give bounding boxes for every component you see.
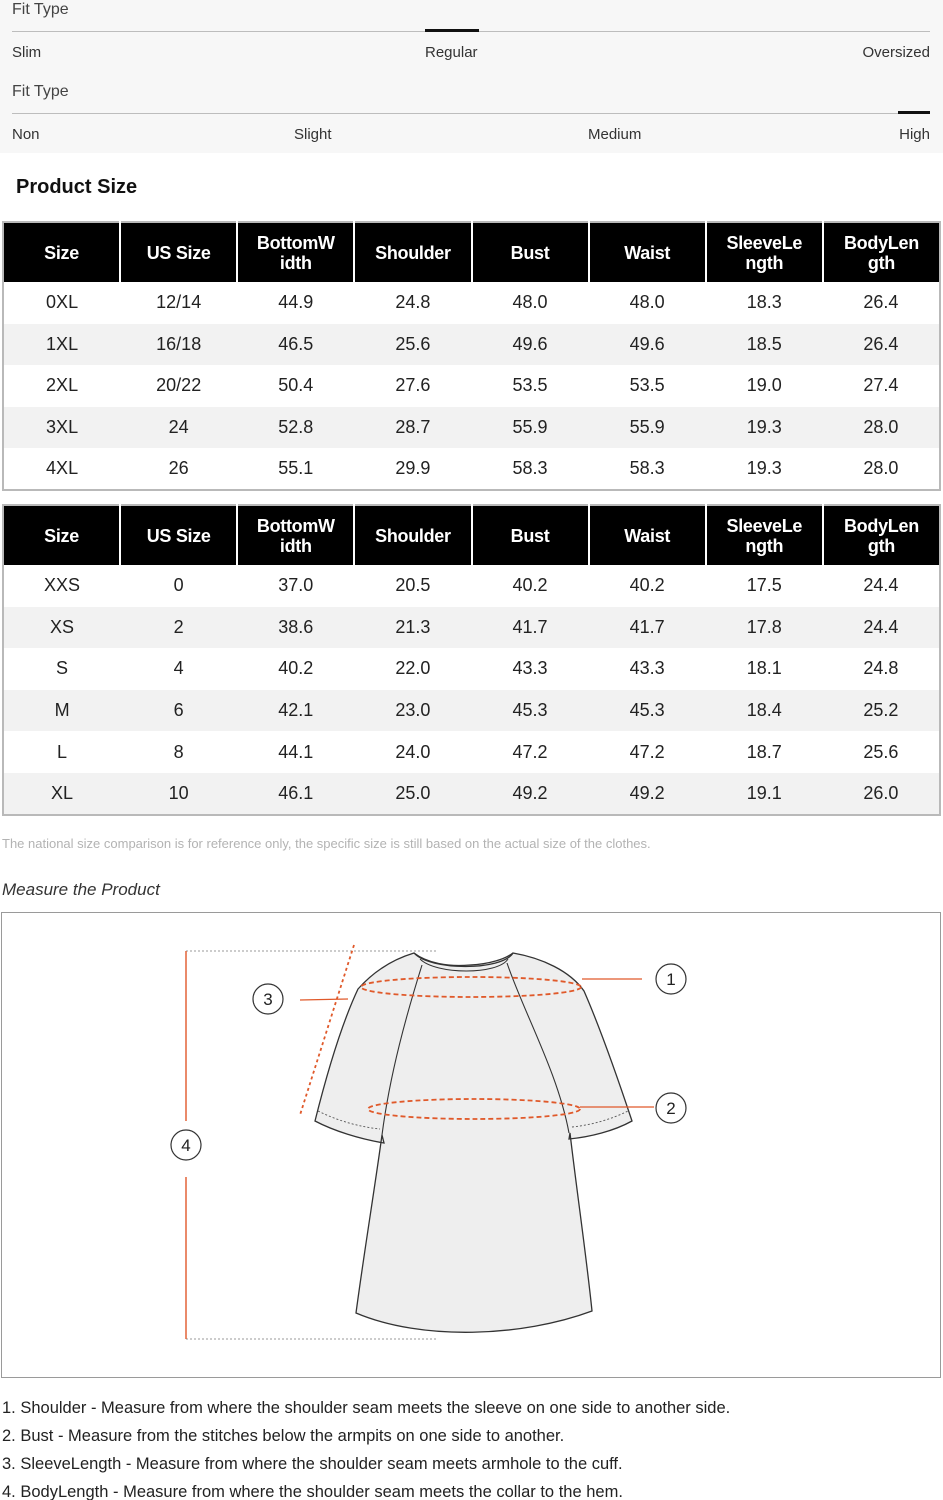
header-shoulder: Shoulder [354,222,471,282]
table-cell: 52.8 [237,407,354,449]
table-cell: 16/18 [120,324,237,366]
table-cell: 49.2 [472,773,589,815]
table-row [3,448,940,490]
table-cell: 23.0 [354,690,471,732]
fit-scale-marker-regular [425,29,479,32]
header-size: Size [3,505,120,565]
callout-2-label: 2 [666,1099,676,1118]
header-part: BodyLen [843,515,919,536]
table-cell: 19.0 [706,365,823,407]
table-cell: XS [3,607,120,649]
callout-3 [253,984,283,1014]
table-cell: 37.0 [237,565,354,607]
table-cell: 0 [120,565,237,607]
callout-1 [656,964,686,994]
stretch-label-high: High [899,126,930,143]
table-cell: 18.5 [706,324,823,366]
table-cell: 28.7 [354,407,471,449]
header-part: gth [867,535,895,556]
table-cell: 18.1 [706,648,823,690]
table-row [3,565,940,607]
table-row [3,690,940,732]
table-body [3,565,940,815]
table-cell: 26.4 [823,324,940,366]
header-body-length [823,505,940,565]
table-cell: 41.7 [472,607,589,649]
size-table-regular [2,504,941,816]
header-part: idth [279,252,312,273]
table-cell: 18.4 [706,690,823,732]
header-part: BottomW [256,232,335,253]
header-part: idth [279,535,312,556]
table-cell: 18.3 [706,282,823,324]
measurement-diagram [1,912,941,1378]
header-part: BottomW [256,515,335,536]
table-row [3,773,940,815]
table-cell: 19.3 [706,448,823,490]
table-cell: 1XL [3,324,120,366]
table-cell: 40.2 [472,565,589,607]
header-part: SleeveLe [726,232,803,253]
stretch-scale-title: Fit Type [12,83,69,100]
table-row [3,607,940,649]
table-row [3,648,940,690]
table-cell: 20.5 [354,565,471,607]
table-cell: 29.9 [354,448,471,490]
table-cell: 53.5 [589,365,706,407]
table-cell: 17.8 [706,607,823,649]
table-header-row [3,505,940,565]
instruction-shoulder: 1. Shoulder - Measure from where the shoulder seam meets the sleeve on one side to another side. [2,1399,731,1417]
table-cell: 24.8 [823,648,940,690]
table-cell: 25.6 [823,731,940,773]
table-cell: 58.3 [472,448,589,490]
table-body [3,282,940,490]
table-cell: 8 [120,731,237,773]
table-cell: 24.4 [823,607,940,649]
callout-4 [171,1130,201,1160]
table-cell: 50.4 [237,365,354,407]
header-part: ngth [745,535,784,556]
size-disclaimer-note: The national size comparison is for reference only, the specific size is still based on the actual size of the clothes. [2,836,651,851]
callout-4-label: 4 [181,1136,191,1155]
table-cell: 19.1 [706,773,823,815]
table-cell: 18.7 [706,731,823,773]
measure-title: Measure the Product [2,880,160,899]
table-cell: 47.2 [589,731,706,773]
header-waist: Waist [589,222,706,282]
stretch-scale-track [12,113,930,114]
table-cell: 27.4 [823,365,940,407]
table-cell: 25.0 [354,773,471,815]
table-cell: 24.0 [354,731,471,773]
header-bottom-width [237,222,354,282]
table-cell: 0XL [3,282,120,324]
table-cell: M [3,690,120,732]
header-body-length [823,222,940,282]
header-part: ngth [745,252,784,273]
fit-label-oversized: Oversized [862,44,930,61]
table-cell: 26.4 [823,282,940,324]
table-cell: 4 [120,648,237,690]
table-cell: 28.0 [823,448,940,490]
table-cell: 17.5 [706,565,823,607]
header-sleeve-length [706,222,823,282]
table-cell: 25.6 [354,324,471,366]
instruction-bust: 2. Bust - Measure from the stitches below the armpits on one side to another. [2,1427,565,1445]
table-cell: 44.1 [237,731,354,773]
table-cell: 20/22 [120,365,237,407]
table-cell: S [3,648,120,690]
table-cell: 6 [120,690,237,732]
table-cell: 40.2 [237,648,354,690]
table-cell: 49.2 [589,773,706,815]
header-bottom-width [237,505,354,565]
table-cell: 41.7 [589,607,706,649]
table-cell: 28.0 [823,407,940,449]
stretch-label-non: Non [12,126,40,143]
header-waist: Waist [589,505,706,565]
table-cell: 43.3 [589,648,706,690]
instruction-body-length: 4. BodyLength - Measure from where the shoulder seam meets the collar to the hem. [2,1483,623,1500]
measure-instructions [2,1394,941,1500]
header-us-size: US Size [120,505,237,565]
header-us-size: US Size [120,222,237,282]
callout-3-label: 3 [263,990,273,1009]
header-bust: Bust [472,222,589,282]
callout-2 [656,1093,686,1123]
table-cell: 19.3 [706,407,823,449]
table-cell: 49.6 [589,324,706,366]
product-size-title: Product Size [16,176,138,198]
size-table-plus [2,221,941,491]
callout-1-label: 1 [666,970,676,989]
fit-scale-title: Fit Type [12,1,69,18]
table-cell: 46.1 [237,773,354,815]
table-cell: 24 [120,407,237,449]
header-part: gth [867,252,895,273]
table-cell: XXS [3,565,120,607]
table-cell: 25.2 [823,690,940,732]
table-cell: 48.0 [472,282,589,324]
header-part: SleeveLe [726,515,803,536]
table-cell: 12/14 [120,282,237,324]
table-cell: 43.3 [472,648,589,690]
table-cell: 44.9 [237,282,354,324]
table-cell: XL [3,773,120,815]
stretch-scale-marker-high [898,111,930,114]
table-cell: 2XL [3,365,120,407]
table-cell: 4XL [3,448,120,490]
callouts-svg [2,913,940,1377]
table-cell: 26.0 [823,773,940,815]
header-sleeve-length [706,505,823,565]
table-row [3,731,940,773]
table-row [3,365,940,407]
table-cell: 42.1 [237,690,354,732]
table-cell: 48.0 [589,282,706,324]
table-cell: L [3,731,120,773]
table-cell: 45.3 [589,690,706,732]
fit-scales-panel [0,0,943,153]
table-cell: 55.9 [472,407,589,449]
table-cell: 2 [120,607,237,649]
table-cell: 55.1 [237,448,354,490]
table-cell: 53.5 [472,365,589,407]
table-cell: 21.3 [354,607,471,649]
table-cell: 24.8 [354,282,471,324]
fit-label-slim: Slim [12,44,42,61]
header-part: BodyLen [843,232,919,253]
table-row [3,324,940,366]
table-cell: 27.6 [354,365,471,407]
header-shoulder: Shoulder [354,505,471,565]
table-cell: 38.6 [237,607,354,649]
table-cell: 24.4 [823,565,940,607]
fit-label-regular: Regular [425,44,478,61]
table-row [3,282,940,324]
table-cell: 45.3 [472,690,589,732]
table-cell: 55.9 [589,407,706,449]
table-cell: 10 [120,773,237,815]
table-cell: 49.6 [472,324,589,366]
table-cell: 22.0 [354,648,471,690]
table-cell: 26 [120,448,237,490]
table-row [3,407,940,449]
header-size: Size [3,222,120,282]
instruction-sleeve-length: 3. SleeveLength - Measure from where the shoulder seam meets armhole to the cuff. [2,1455,623,1473]
stretch-label-medium: Medium [588,126,642,143]
table-cell: 58.3 [589,448,706,490]
header-bust: Bust [472,505,589,565]
stretch-label-slight: Slight [294,126,332,143]
table-cell: 47.2 [472,731,589,773]
table-header-row [3,222,940,282]
table-cell: 40.2 [589,565,706,607]
table-cell: 46.5 [237,324,354,366]
table-cell: 3XL [3,407,120,449]
